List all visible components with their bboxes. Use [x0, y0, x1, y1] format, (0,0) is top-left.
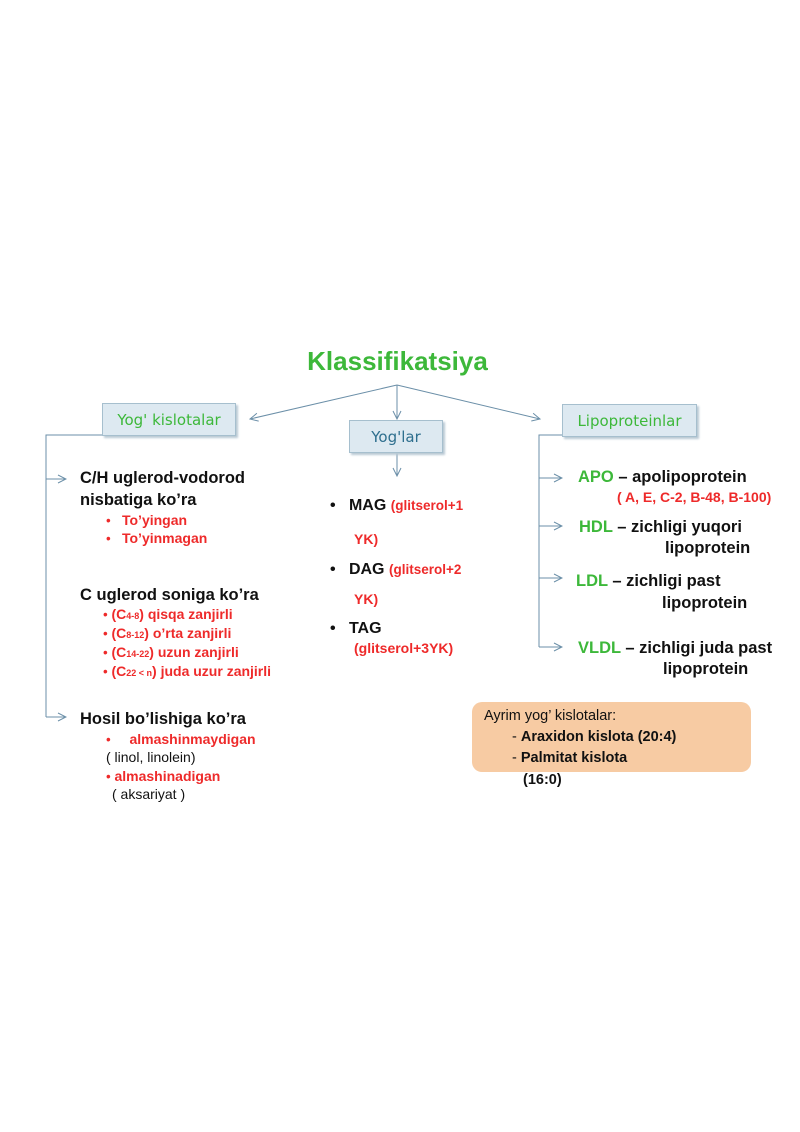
dag-detail: (glitserol+2	[388, 562, 462, 577]
c-prefix: (C	[111, 663, 127, 679]
box-lipoproteinlar	[562, 404, 697, 437]
left-group3-heading: Hosil bo’lishiga ko’ra	[80, 710, 246, 728]
box-yoglar-label: Yog'lar	[371, 427, 421, 446]
ldl-text: – zichligi past	[612, 572, 721, 590]
vldl-abbr: VLDL	[578, 639, 621, 657]
note-item-2-text: Palmitat kislota	[520, 750, 628, 766]
right-apo	[578, 466, 747, 488]
box-yog-kislotalar-label: Yog' kislotalar	[117, 410, 221, 429]
c-rest: ) juda uzur zanjirli	[152, 663, 272, 679]
left-group3-item-1-note: ( linol, linolein)	[106, 749, 196, 765]
note-title: Ayrim yog’ kislotalar:	[484, 708, 617, 724]
vldl-text: – zichligi juda past	[625, 639, 773, 657]
dag-detail-cont: YK)	[354, 591, 379, 607]
c-subscript: 14-22	[126, 649, 150, 659]
box-yoglar	[349, 420, 443, 453]
hdl-text-cont: lipoprotein	[665, 539, 751, 557]
c-rest: ) uzun zanjirli	[149, 644, 239, 660]
left-group1-item-1: • To’yingan	[106, 512, 188, 528]
ldl-text-cont: lipoprotein	[662, 594, 748, 612]
left-group3-item-1: • almashinmaydigan	[106, 731, 256, 747]
left-group2-item-4: • (C22 < n) juda uzur zanjirli	[103, 663, 272, 679]
dash-icon: -	[512, 729, 517, 745]
left-group2-item-3: • (C14-22) uzun zanjirli	[103, 644, 239, 660]
arrow-to-left-box	[250, 385, 397, 419]
right-hdl	[579, 516, 742, 538]
left-group2-item-1: • (C4-8) qisqa zanjirli	[103, 606, 233, 622]
box-lipoproteinlar-label: Lipoproteinlar	[577, 411, 682, 430]
hdl-text: – zichligi yuqori	[617, 518, 742, 536]
note-item-1	[512, 729, 676, 745]
left-group3-item-2-note: ( aksariyat )	[112, 786, 186, 802]
note-item-1-text: Araxidon kislota (20:4)	[520, 729, 677, 745]
left-group1-heading-line1: C/H uglerod-vodorod	[80, 469, 245, 487]
left-group3-item-1-text: almashinmaydigan	[129, 731, 256, 747]
mag-detail-cont: YK)	[354, 531, 379, 547]
mag-label: MAG	[348, 497, 387, 514]
note-item-2-cont	[523, 772, 562, 788]
hdl-abbr: HDL	[579, 518, 613, 536]
left-group1-item-2: • To’yinmagan	[106, 530, 208, 546]
c-rest: ) qisqa zanjirli	[139, 606, 233, 622]
apo-detail: ( A, E, C-2, B-48, B-100)	[617, 489, 772, 505]
left-group1-heading-line2: nisbatiga ko’ra	[80, 491, 197, 509]
mag-detail: (glitserol+1	[390, 498, 464, 513]
c-prefix: (C	[111, 606, 127, 622]
ldl-abbr: LDL	[576, 572, 608, 590]
right-tree-trunk	[539, 435, 562, 647]
center-tag: • TAG	[330, 620, 382, 637]
note-item-2-cont-text: (16:0)	[523, 772, 562, 788]
c-subscript: 22 < n	[126, 668, 153, 678]
arrow-to-right-box	[397, 385, 540, 419]
apo-abbr: APO	[578, 468, 614, 486]
note-item-2	[512, 750, 627, 766]
c-rest: ) o’rta zanjirli	[144, 625, 232, 641]
left-group3-item-2: • almashinadigan	[106, 768, 221, 784]
right-vldl	[578, 637, 772, 659]
left-group2-item-2: • (C8-12) o’rta zanjirli	[103, 625, 232, 641]
box-yog-kislotalar	[102, 403, 236, 436]
c-subscript: 8-12	[126, 630, 145, 640]
tag-label: TAG	[348, 620, 382, 637]
center-mag: • MAG (glitserol+1	[330, 497, 464, 514]
c-prefix: (C	[111, 644, 127, 660]
vldl-text-cont: lipoprotein	[663, 660, 749, 678]
right-ldl	[576, 570, 721, 592]
c-prefix: (C	[111, 625, 127, 641]
center-dag: • DAG (glitserol+2	[330, 561, 462, 578]
apo-text: – apolipoprotein	[618, 468, 747, 486]
dash-icon: -	[512, 750, 517, 766]
dag-label: DAG	[348, 561, 385, 578]
tag-detail: (glitserol+3YK)	[354, 640, 454, 656]
left-group1-item-1-text: To’yingan	[121, 512, 188, 528]
left-group1-heading	[80, 467, 245, 511]
diagram-title: Klassifikatsiya	[307, 346, 488, 376]
c-subscript: 4-8	[126, 611, 140, 621]
left-group1-item-2-text: To’yinmagan	[121, 530, 208, 546]
left-group3-item-2-text: almashinadigan	[114, 768, 221, 784]
left-group2-heading: C uglerod soniga ko’ra	[80, 586, 259, 604]
